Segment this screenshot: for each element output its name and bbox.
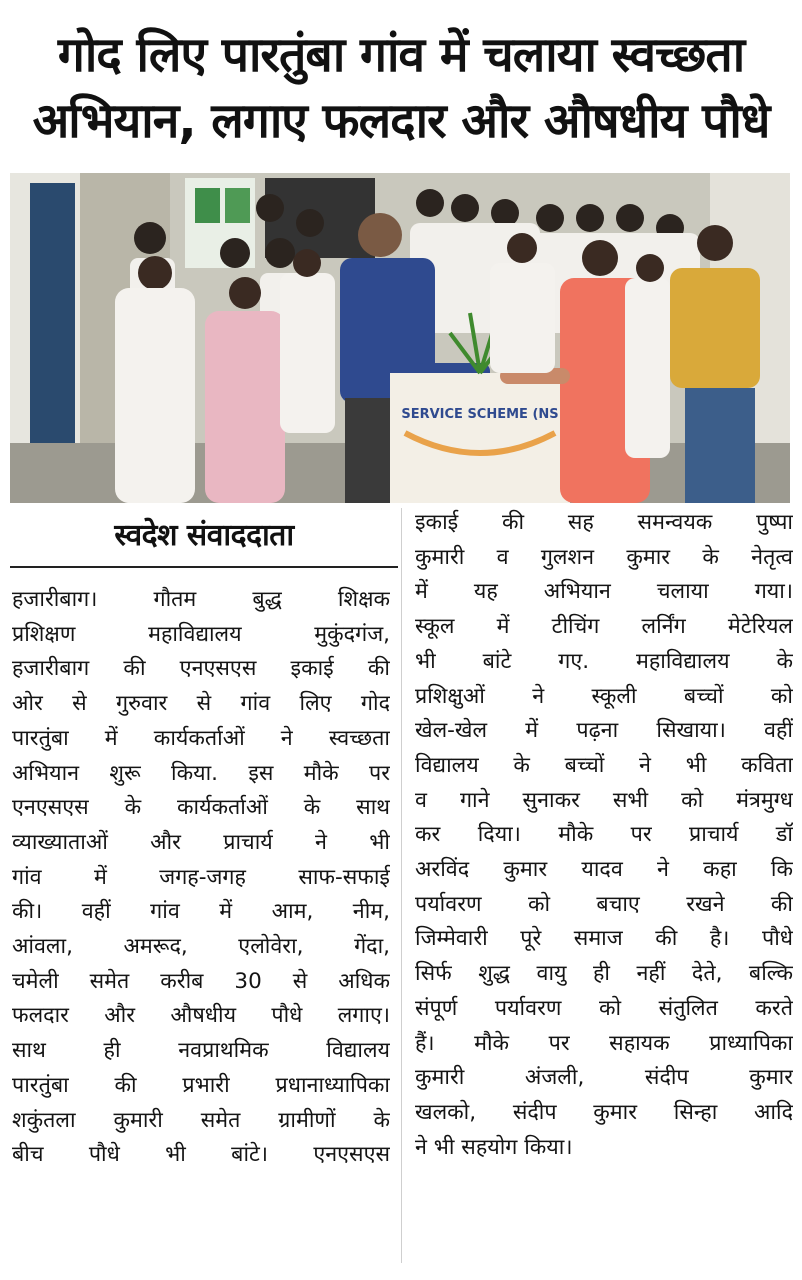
text-line: पारतुंबा में कार्यकर्ताओं ने स्वच्छता [12,725,390,751]
text-line: कुमारी व गुलशन कुमार के नेतृत्व [415,544,793,570]
text-line: फलदार और औषधीय पौधे लगाए। [12,1003,390,1029]
article-column-right [415,506,793,1165]
text-line: अभियान शुरू किया. इस मौके पर [12,760,390,786]
text-line: कर दिया। मौके पर प्राचार्य डॉ [415,822,793,848]
text-line: भी बांटे गए. महाविद्यालय के [415,648,793,674]
headline-line-2: अभियान, लगाए फलदार और औषधीय पौधे [32,93,770,149]
article-column-left [12,583,390,1173]
text-line: हजारीबाग की एनएसएस इकाई की [12,656,390,682]
text-line: साथ ही नवप्राथमिक विद्यालय [12,1038,390,1064]
byline: स्वदेश संवाददाता [114,518,294,553]
text-line: स्कूल में टीचिंग लर्निंग मेटेरियल [415,614,793,640]
text-line: शकुंतला कुमारी समेत ग्रामीणों के [12,1107,390,1133]
column-divider [401,508,402,1263]
text-line: खलको, संदीप कुमार सिन्हा आदि [415,1099,793,1125]
text-line: व्याख्याताओं और प्राचार्य ने भी [12,829,390,855]
text-line: प्रशिक्षण महाविद्यालय मुकुंदगंज, [12,621,390,647]
news-photo [10,173,790,503]
text-line: एनएसएस के कार्यकर्ताओं के साथ [12,795,390,821]
text-line: पारतुंबा की प्रभारी प्रधानाध्यापिका [12,1072,390,1098]
text-line: व गाने सुनाकर सभी को मंत्रमुग्ध [415,787,793,813]
text-line: इकाई की सह समन्वयक पुष्पा [415,510,793,535]
text-line: अरविंद कुमार यादव ने कहा कि [415,857,793,883]
text-line: पर्यावरण को बचाए रखने की [415,891,793,917]
byline-area [10,508,398,568]
text-line: विद्यालय के बच्चों ने भी कविता [415,752,793,778]
text-line: हजारीबाग। गौतम बुद्ध शिक्षक [12,587,390,612]
text-line: हैं। मौके पर सहायक प्राध्यापिका [415,1030,793,1056]
headline-line-1: गोद लिए पारतुंबा गांव में चलाया स्वच्छता [57,27,745,83]
text-line: कुमारी अंजली, संदीप कुमार [415,1065,793,1091]
text-line: जिम्मेवारी पूरे समाज की है। पौधे [415,926,793,952]
banner-text: SERVICE SCHEME (NS [401,407,559,422]
text-line: गांव में जगह-जगह साफ-सफाई [12,864,390,890]
text-line: प्रशिक्षुओं ने स्कूली बच्चों को [415,683,793,709]
group-photo-illustration [10,173,790,503]
text-line: चमेली समेत करीब 30 से अधिक [12,968,390,994]
text-line: ओर से गुरुवार से गांव लिए गोद [12,691,390,717]
text-line: संपूर्ण पर्यावरण को संतुलित करते [415,995,793,1021]
text-line: ने भी सहयोग किया। [415,1134,573,1160]
headline [0,22,802,154]
text-line: खेल-खेल में पढ़ना सिखाया। वहीं [415,718,793,744]
text-line: सिर्फ शुद्ध वायु ही नहीं देते, बल्कि [415,961,793,987]
text-line: में यह अभियान चलाया गया। [415,579,793,605]
text-line: की। वहीं गांव में आम, नीम, [12,899,390,925]
text-line: आंवला, अमरूद, एलोवेरा, गेंदा, [12,934,390,960]
text-line: बीच पौधे भी बांटे। एनएसएस [12,1142,390,1168]
